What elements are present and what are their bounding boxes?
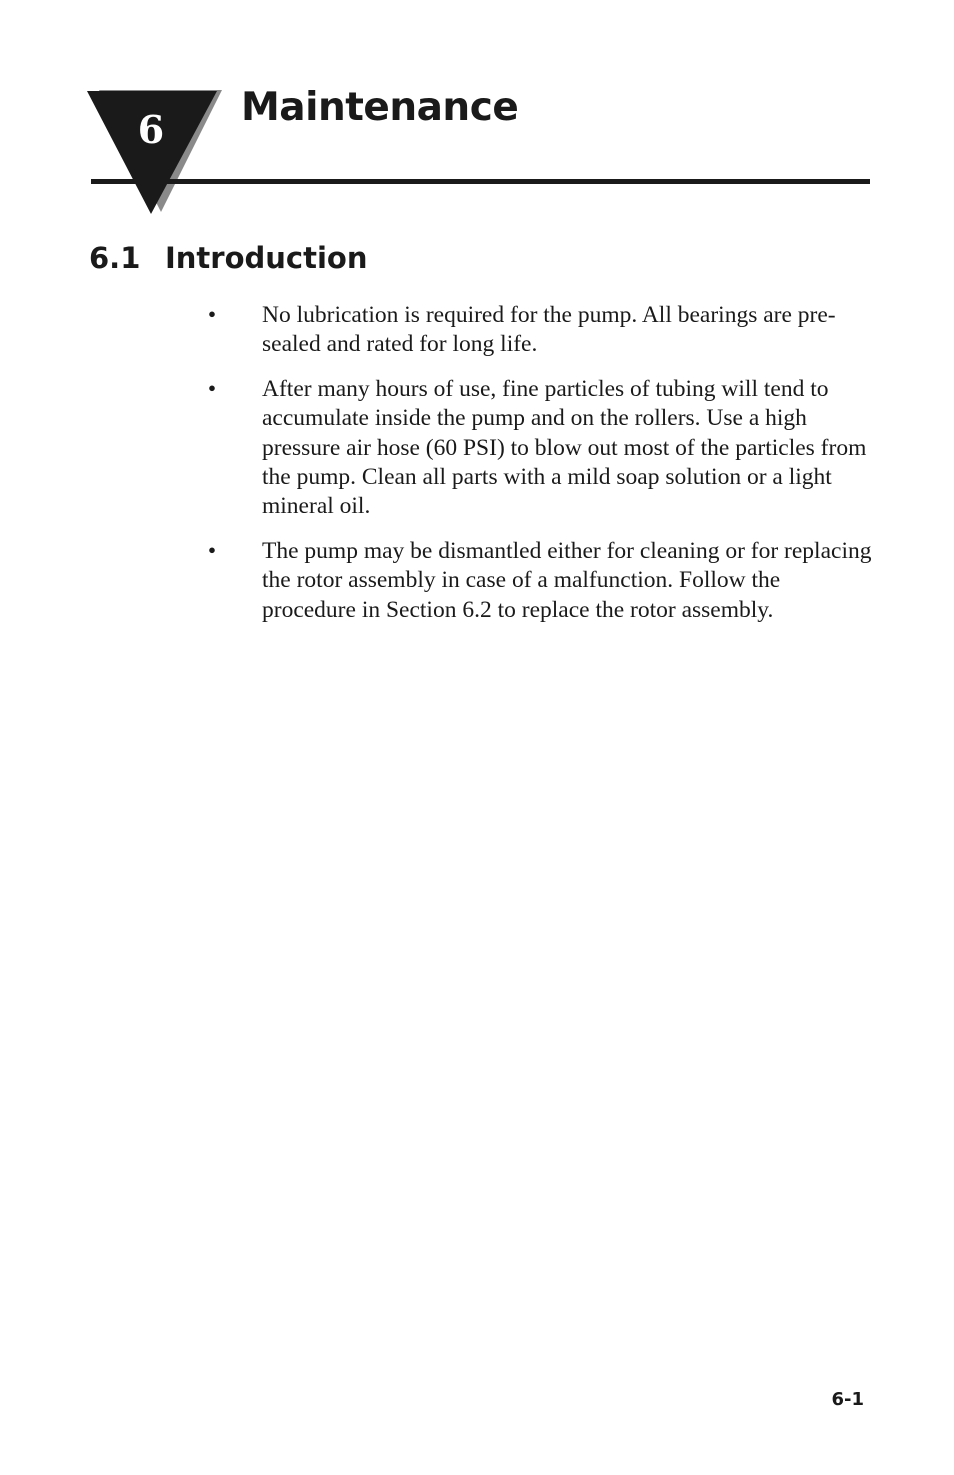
section-heading — [89, 238, 368, 278]
list-item-text: The pump may be dismantled either for cleaning or for replacing the rotor assembly in case of a malfunction. Follow the procedure in Section 6.2 to replace the rotor assembly. — [262, 537, 872, 623]
section-number: 6.1 — [89, 241, 141, 275]
chapter-number: 6 — [137, 107, 165, 152]
bullet-icon: • — [207, 302, 217, 328]
chapter-title: Maintenance — [241, 85, 519, 130]
section-title: Introduction — [165, 241, 368, 275]
page-number: 6-1 — [831, 1389, 864, 1410]
title-rule — [91, 179, 870, 184]
bullet-icon: • — [207, 537, 217, 564]
list-item-text: No lubrication is required for the pump. All bearings are pre-sealed and rated for long life. — [262, 302, 836, 358]
bullet-icon: • — [207, 375, 217, 402]
bullet-list — [205, 301, 875, 640]
list-item — [205, 375, 875, 522]
list-item — [205, 537, 875, 625]
list-item — [205, 301, 875, 360]
list-item-text: After many hours of use, fine particles of tubing will tend to accumulate inside the pump and on the rollers. Use a high pressure air hose (60 PSI) to blow out most of the particles from the pump. Clean all parts with a mild soap solution or a light mineral oil. — [262, 375, 867, 520]
